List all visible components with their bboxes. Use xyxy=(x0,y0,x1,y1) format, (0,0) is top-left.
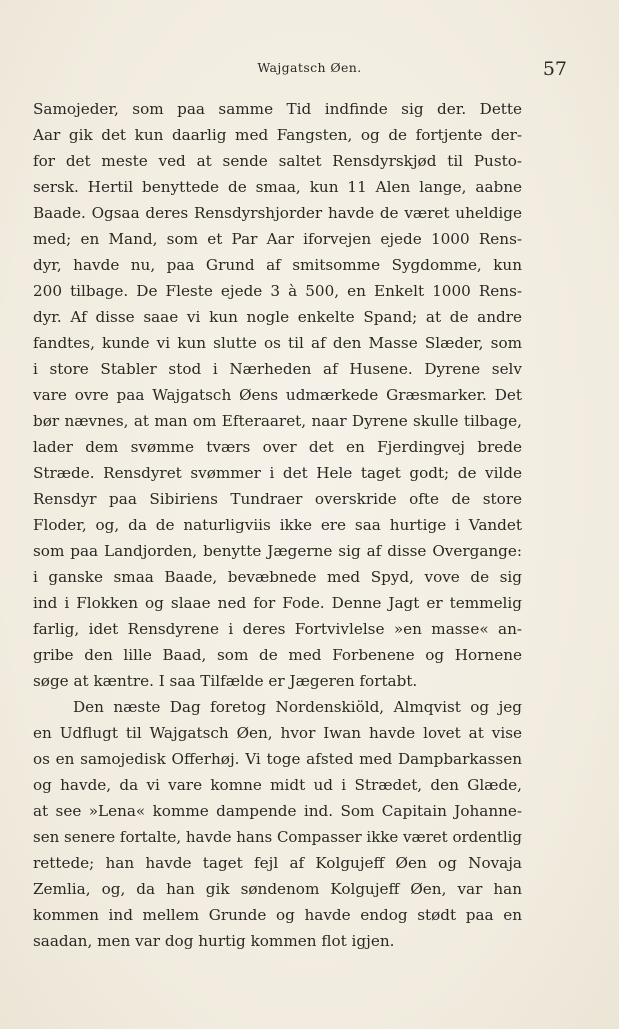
paragraph-1 xyxy=(33,96,522,694)
text-line: og havde, da vi vare komne midt ud i Strædet, den Glæde, xyxy=(33,776,522,794)
text-line: at see »Lena« komme dampende ind. Som Capitain Johanne- xyxy=(33,802,522,820)
text-line: lader dem svømme tværs over det en Fjerdingvej brede xyxy=(33,438,522,456)
running-title: Wajgatsch Øen. xyxy=(257,60,362,75)
text-line: i ganske smaa Baade, bevæbnede med Spyd, vove de sig xyxy=(33,568,522,586)
text-line: sen senere fortalte, havde hans Compasser ikke været ordentlig xyxy=(33,828,522,846)
text-line: vare ovre paa Wajgatsch Øens udmærkede Græsmarker. Det xyxy=(33,386,522,404)
text-line: Stræde. Rensdyret svømmer i det Hele taget godt; de vilde xyxy=(33,464,522,482)
text-line: rettede; han havde taget fejl af Kolgujeff Øen og Novaja xyxy=(33,854,522,872)
text-line: Rensdyr paa Sibiriens Tundraer overskride ofte de store xyxy=(33,490,522,508)
text-line: Aar gik det kun daarlig med Fangsten, og de fortjente der- xyxy=(33,126,522,144)
text-line: en Udflugt til Wajgatsch Øen, hvor Iwan havde lovet at vise xyxy=(33,724,522,742)
text-line: Baade. Ogsaa deres Rensdyrshjorder havde de været uheldige xyxy=(33,204,522,222)
text-line: dyr, havde nu, paa Grund af smitsomme Sygdomme, kun xyxy=(33,256,522,274)
text-line: Floder, og, da de naturligviis ikke ere saa hurtige i Vandet xyxy=(33,516,522,534)
text-line: dyr. Af disse saae vi kun nogle enkelte Spand; at de andre xyxy=(33,308,522,326)
text-line: os en samojedisk Offerhøj. Vi toge afsted med Dampbarkassen xyxy=(33,750,522,768)
text-line: søge at kæntre. I saa Tilfælde er Jægeren fortabt. xyxy=(33,672,418,690)
text-line: kommen ind mellem Grunde og havde endog stødt paa en xyxy=(33,906,522,924)
page-number: 57 xyxy=(542,58,567,80)
body-text xyxy=(33,96,522,954)
text-line: 200 tilbage. De Fleste ejede 3 à 500, en Enkelt 1000 Rens- xyxy=(33,282,522,300)
text-line: for det meste ved at sende saltet Rensdyrskjød til Pusto- xyxy=(33,152,522,170)
text-line: saadan, men var dog hurtig kommen flot igjen. xyxy=(33,932,395,950)
text-line: som paa Landjorden, benytte Jægerne sig af disse Overgange: xyxy=(33,542,522,560)
running-head xyxy=(0,58,619,82)
text-line: bør nævnes, at man om Efteraaret, naar Dyrene skulle tilbage, xyxy=(33,412,522,430)
text-line: med; en Mand, som et Par Aar iforvejen ejede 1000 Rens- xyxy=(33,230,522,248)
text-line: fandtes, kunde vi kun slutte os til af den Masse Slæder, som xyxy=(33,334,522,352)
text-line: gribe den lille Baad, som de med Forbenene og Hornene xyxy=(33,646,522,664)
text-line: sersk. Hertil benyttede de smaa, kun 11 Alen lange, aabne xyxy=(33,178,522,196)
paragraph-2 xyxy=(33,694,522,954)
text-line: Zemlia, og, da han gik søndenom Kolgujeff Øen, var han xyxy=(33,880,522,898)
text-line: Den næste Dag foretog Nordenskiöld, Almqvist og jeg xyxy=(73,698,522,716)
text-line: ind i Flokken og slaae ned for Fode. Denne Jagt er temmelig xyxy=(33,594,522,612)
text-line: Samojeder, som paa samme Tid indfinde sig der. Dette xyxy=(33,100,522,118)
text-line: i store Stabler stod i Nærheden af Husene. Dyrene selv xyxy=(33,360,522,378)
text-line: farlig, idet Rensdyrene i deres Fortvivlelse »en masse« an- xyxy=(33,620,522,638)
